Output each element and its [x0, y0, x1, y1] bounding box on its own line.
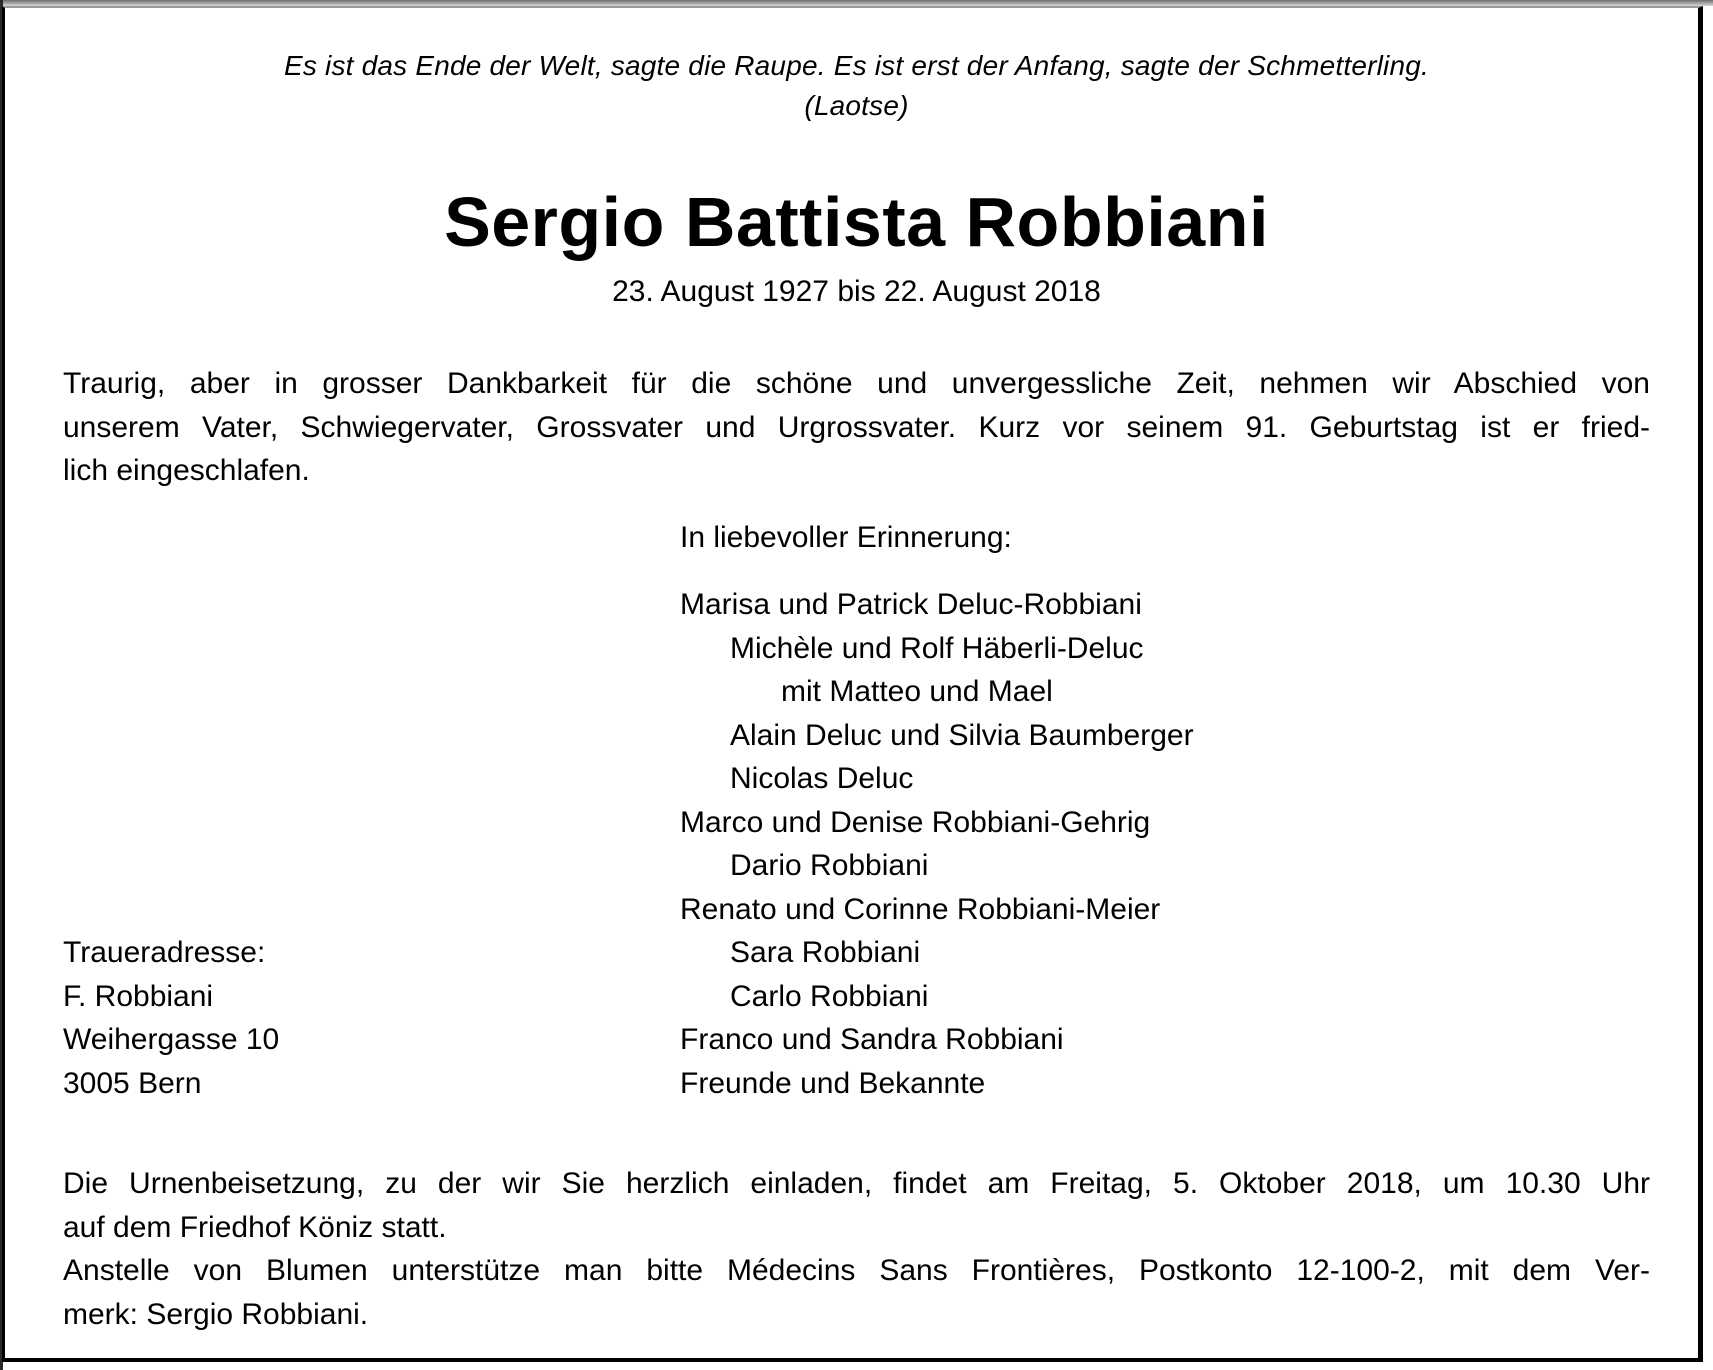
- quote-attribution: (Laotse): [804, 90, 909, 121]
- mourner-entry: Nicolas Deluc: [730, 762, 914, 795]
- intro-line-1: Traurig, aber in grosser Dankbarkeit für die schöne und unvergessliche Zeit, nehmen wir Abschied von: [63, 367, 1650, 400]
- intro-paragraph: [63, 362, 1650, 493]
- closing-line-4: merk: Sergio Robbiani.: [63, 1297, 369, 1331]
- mourner-entry: Dario Robbiani: [730, 849, 929, 882]
- mourner-entry: Marisa und Patrick Deluc-Robbiani: [680, 588, 1142, 621]
- memory-heading: In liebevoller Erinnerung:: [680, 521, 1012, 554]
- closing-line-1: Die Urnenbeisetzung, zu der wir Sie herzlich einladen, findet am Freitag, 5. Oktober 2018, um 10.30 Uhr: [63, 1167, 1650, 1200]
- closing-line-3: Anstelle von Blumen unterstütze man bitte Médecins Sans Frontières, Postkonto 12-100-2, mit dem Ver-: [63, 1254, 1650, 1287]
- address-name: F. Robbiani: [63, 979, 214, 1013]
- mourner-entry: Sara Robbiani: [730, 936, 921, 969]
- intro-line-3: lich eingeschlafen.: [63, 454, 310, 487]
- mourner-entry: Carlo Robbiani: [730, 979, 929, 1013]
- mourner-entry: Renato und Corinne Robbiani-Meier: [680, 892, 1161, 926]
- mourner-entry: Freunde und Bekannte: [680, 1066, 986, 1100]
- mourner-entry: Franco und Sandra Robbiani: [680, 1023, 1064, 1056]
- closing-line-2: auf dem Friedhof Köniz statt.: [63, 1210, 447, 1244]
- epigraph-quote: [0, 46, 1713, 126]
- address-heading: Traueradresse:: [63, 936, 266, 969]
- mourners-list: [680, 583, 1194, 1105]
- address-city: 3005 Bern: [63, 1066, 202, 1100]
- mourning-address: [63, 931, 279, 1105]
- life-dates: 23. August 1927 bis 22. August 2018: [612, 275, 1101, 308]
- intro-line-2: unserem Vater, Schwiegervater, Grossvater und Urgrossvater. Kurz vor seinem 91. Geburtstag ist er fried-: [63, 410, 1650, 444]
- mourner-entry: Alain Deluc und Silvia Baumberger: [730, 718, 1194, 752]
- mourner-entry: Michèle und Rolf Häberli-Deluc: [730, 631, 1144, 665]
- mourner-entry: mit Matteo und Mael: [781, 675, 1053, 708]
- closing-paragraph: [63, 1162, 1650, 1336]
- mourner-entry: Marco und Denise Robbiani-Gehrig: [680, 805, 1151, 839]
- quote-text: Es ist das Ende der Welt, sagte die Raupe. Es ist erst der Anfang, sagte der Schmetterling.: [283, 50, 1429, 81]
- deceased-name: Sergio Battista Robbiani: [444, 183, 1269, 261]
- address-street: Weihergasse 10: [63, 1023, 280, 1056]
